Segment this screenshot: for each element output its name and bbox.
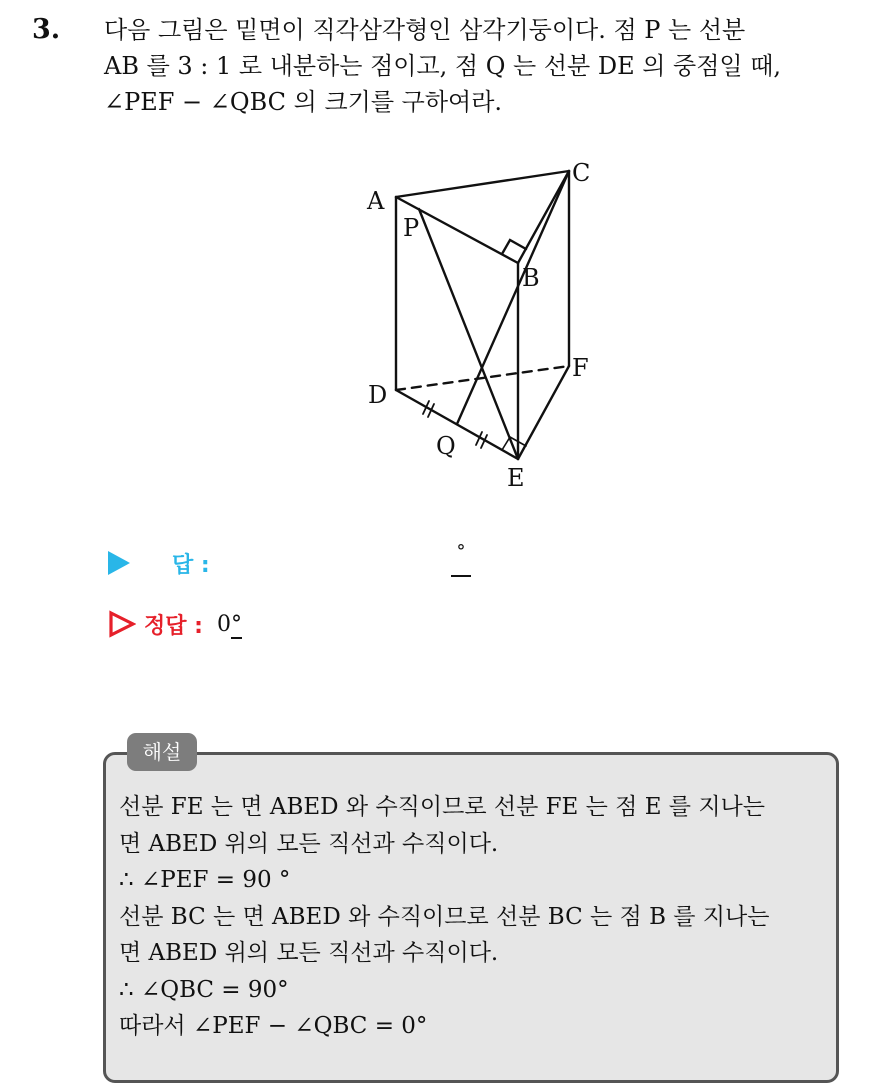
label-F: F [572, 354, 589, 382]
segment-QC [457, 171, 569, 424]
solution-line: 면 ABED 위의 모든 직선과 수직이다. [119, 830, 499, 857]
question-text [104, 12, 864, 120]
edge-AC [396, 171, 569, 197]
solution-line: ∴ ∠QBC = 90° [119, 976, 289, 1003]
right-angle-mark-B [502, 240, 526, 254]
label-B: B [522, 264, 540, 292]
answer-row [108, 541, 466, 581]
label-E: E [507, 464, 525, 492]
solution-line: 따라서 ∠PEF − ∠QBC = 0° [119, 1013, 428, 1039]
correct-answer-row [108, 606, 242, 642]
question-number: 3. [32, 14, 61, 45]
label-C: C [572, 159, 591, 187]
outline-triangle-icon [108, 610, 136, 638]
question-line: 다음 그림은 밑면이 직각삼각형인 삼각기둥이다. 점 P 는 선분 [104, 16, 746, 44]
correct-answer-unit: ° [230, 611, 242, 637]
correct-answer-number: 0 [216, 611, 231, 637]
solution-line: ∴ ∠PEF = 90 ° [119, 867, 291, 893]
segment-PE [419, 209, 518, 459]
label-Q: Q [436, 432, 456, 460]
correct-answer-value [217, 612, 242, 637]
solution-line: 선분 FE 는 면 ABED 와 수직이므로 선분 FE 는 점 E 를 지나는 [119, 794, 765, 820]
question-line: AB 를 3 : 1 로 내분하는 점이고, 점 Q 는 선분 DE 의 중점일 때, [104, 52, 782, 80]
solution-tab: 해설 [127, 733, 197, 771]
solution-line: 선분 BC 는 면 ABED 와 수직이므로 선분 BC 는 점 B 를 지나는 [119, 903, 770, 930]
solution-text [119, 789, 829, 1045]
play-triangle-icon [108, 551, 130, 575]
label-A: A [367, 187, 385, 215]
answer-blank[interactable]: ° [451, 545, 471, 577]
correct-answer-label: 정답 : [144, 613, 203, 639]
prism-figure [355, 152, 605, 497]
label-D: D [368, 381, 388, 409]
answer-label: 답 : [172, 552, 210, 578]
question-line: ∠PEF − ∠QBC 의 크기를 구하여라. [104, 88, 503, 116]
solution-line: 면 ABED 위의 모든 직선과 수직이다. [119, 940, 499, 966]
label-P: P [403, 214, 420, 242]
